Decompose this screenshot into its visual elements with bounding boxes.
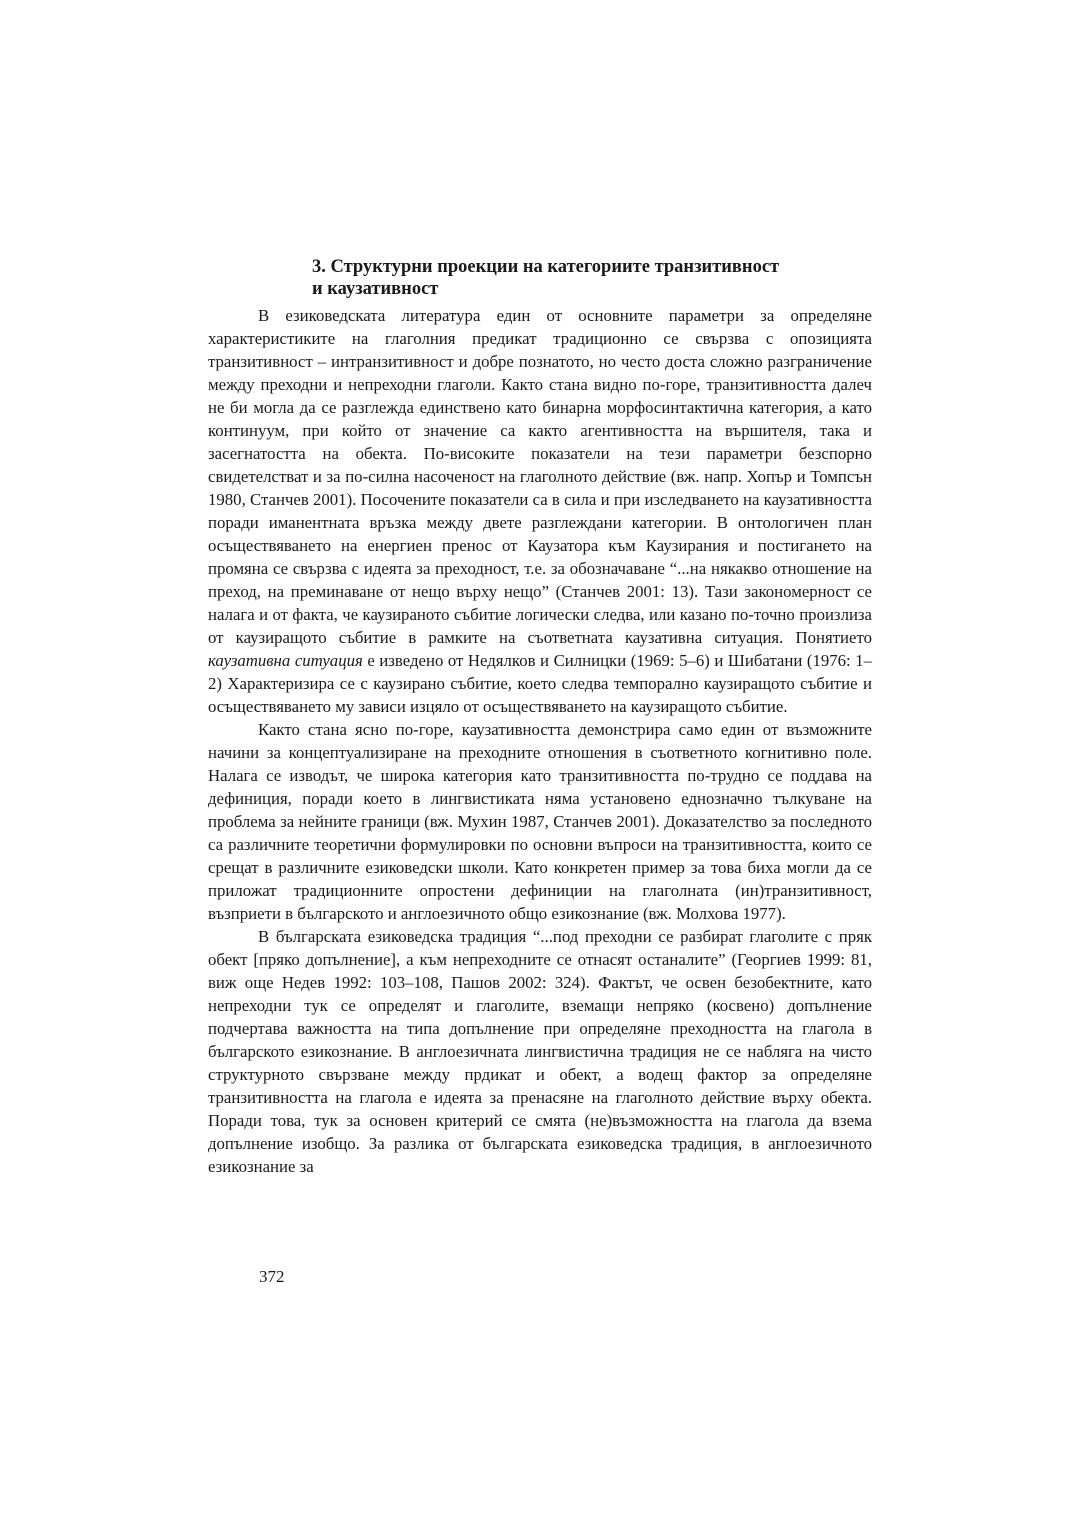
section-heading-line-2: и каузативност [312, 279, 439, 299]
italic-term: каузативна ситуация [208, 651, 363, 670]
paragraph-1 [208, 304, 872, 718]
paragraph-2: Както стана ясно по-горе, каузативността демонстрира само един от възможните начини за концептуализиране на преходните отношения в съответното когнитивно поле. Налага се изводът, че широка категория като транзитивността по-трудно се поддава на дефиниция, поради което в лингвистиката няма установено еднозначно тълкуване на проблема за нейните граници (вж. Мухин 1987, Станчев 2001). Доказателство за последното са различните теоретични формулировки по основни въпроси на транзитивността, които се срещат в различните езиковедски школи. Като конкретен пример за това биха могли да се приложат традиционните опростени дефиниции на глаголната (ин)транзитивност, възприети в българското и англоезичното общо езикознание (вж. Молхова 1977). [208, 720, 872, 923]
paragraph-1-text-start: В езиковедската литература един от основните параметри за определяне характеристиките на глаголния предикат традиционно се свързва с опозицията транзитивност – интранзитивност и добре познатото, но често доста сложно разграничение между преходни и непреходни глаголи. Както стана видно по-горе, транзитивността далеч не би могла да се разглежда единствено като бинарна морфосинтактична категория, а като континуум, при който от значение са както агентивността на вършителя, така и засегнатостта на обекта. По-високите показатели на тези параметри безспорно свидетелстват и за по-силна насоченост на глаголното действие (вж. напр. Хопър и Томпсън 1980, Станчев 2001). Посочените показатели са в сила и при изследването на каузативността поради иманентната връзка между двете разглеждани категории. В онтологичен план осъществяването на енергиен пренос от Каузатора към Каузирания и постигането на промяна се свързва с идеята за преходност, т.е. за обозначаване “...на някакво отношение на преход, на преминаване от нещо върху нещо” (Станчев 2001: 13). Тази закономерност се налага и от факта, че каузираното събитие логически следва, или казано по-точно произлиза от каузиращото събитие в рамките на съответната каузативна ситуация. Понятието [208, 306, 872, 647]
section-heading-line-1: 3. Структурни проекции на категориите транзитивност [312, 257, 780, 277]
text-block [208, 256, 872, 1178]
paragraph-1-text-end: е изведено от Недялков и Силницки (1969: 5–6) и Шибатани (1976: 1–2) Характеризира се с каузирано събитие, което следва темпорално каузиращото събитие и осъществяването му зависи изцяло от осъществяването на каузиращото събитие. [208, 651, 872, 716]
page-number: 372 [259, 1267, 285, 1286]
section-heading [312, 256, 872, 300]
paragraph-3: В българската езиковедска традиция “...под преходни се разбират глаголите с пряк обект [пряко допълнение], а към непреходните се отнасят останалите” (Георгиев 1999: 81, виж още Недев 1992: 103–108, Пашов 2002: 324). Фактът, че освен безобектните, като непреходни тук се определят и глаголите, вземащи непряко (косвено) допълнение подчертава важността на типа допълнение при определяне преходността на глагола в българското езикознание. В англоезичната лингвистична традиция не се набляга на чисто структурното свързване между прдикат и обект, а водещ фактор за определяне транзитивността на глагола е идеята за пренасяне на глаголното действие върху обекта. Поради това, тук за основен критерий се смята (не)възможността на глагола да взема допълнение изобщо. За разлика от българската езиковедска традиция, в англоезичното езикознание за [208, 927, 872, 1176]
